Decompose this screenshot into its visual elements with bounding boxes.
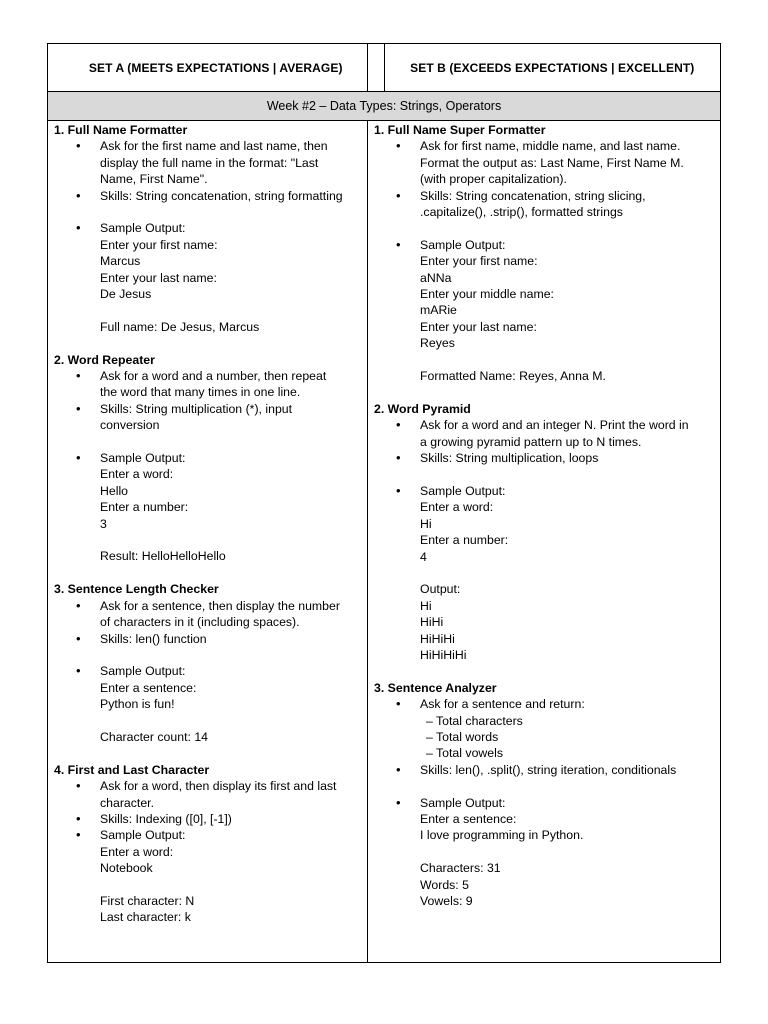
blank-line bbox=[420, 352, 718, 368]
text-line: I love programming in Python. bbox=[420, 828, 584, 843]
text-line: Format the output as: Last Name, First Name M. bbox=[420, 155, 684, 170]
text-line: • Skills: String multiplication, loops bbox=[420, 451, 599, 466]
text-line: HiHiHi bbox=[420, 631, 455, 646]
task-description bbox=[374, 138, 718, 187]
text-line: Enter a number: bbox=[100, 500, 189, 515]
task-description bbox=[374, 417, 718, 450]
text-line: aNNa bbox=[420, 270, 452, 285]
text-line: Notebook bbox=[100, 861, 153, 876]
text-line: • Ask for first name, middle name, and last name. bbox=[420, 139, 681, 154]
task-skills bbox=[54, 188, 364, 204]
text-line: Character count: 14 bbox=[100, 729, 209, 744]
text-line: HiHiHiHi bbox=[420, 647, 467, 662]
text-line: Formatted Name: Reyes, Anna M. bbox=[420, 369, 606, 384]
text-line: Python is fun! bbox=[100, 697, 175, 712]
text-line: display the full name in the format: "Last bbox=[100, 155, 319, 170]
task-item bbox=[54, 581, 364, 745]
task-title: 1. Full Name Super Formatter bbox=[374, 123, 546, 137]
text-line: Name, First Name". bbox=[100, 172, 208, 187]
text-line: of characters in it (including spaces). bbox=[100, 615, 300, 630]
task-bullets bbox=[54, 598, 364, 746]
text-line: Full name: De Jesus, Marcus bbox=[100, 319, 260, 334]
blank-line bbox=[420, 844, 718, 860]
text-line: • Ask for the first name and last name, then bbox=[100, 139, 328, 154]
text-line: Words: 5 bbox=[420, 877, 469, 892]
task-sample-output bbox=[54, 450, 364, 565]
task-item bbox=[374, 680, 718, 910]
text-line: a growing pyramid pattern up to N times. bbox=[420, 434, 642, 449]
task-description bbox=[54, 138, 364, 187]
blank-line bbox=[100, 532, 364, 548]
task-title: 2. Word Pyramid bbox=[374, 401, 471, 416]
text-line: – Total characters bbox=[426, 713, 523, 728]
task-skills bbox=[374, 450, 718, 466]
text-line: • Ask for a word and an integer N. Print the word in bbox=[420, 418, 689, 433]
text-line: • Ask for a word and a number, then repeat bbox=[100, 369, 327, 384]
task-skills bbox=[374, 188, 718, 221]
task-bullets bbox=[54, 368, 364, 565]
text-line: Hello bbox=[100, 483, 129, 498]
text-line: De Jesus bbox=[100, 287, 152, 302]
text-line: 4 bbox=[420, 549, 427, 564]
text-line: Enter your last name: bbox=[100, 270, 217, 285]
task-item bbox=[54, 762, 364, 926]
text-line: • Sample Output: bbox=[100, 221, 186, 236]
text-line: Hi bbox=[420, 598, 432, 613]
text-line: Enter a word: bbox=[100, 844, 174, 859]
text-line: • Sample Output: bbox=[420, 795, 506, 810]
text-line: Enter a word: bbox=[100, 467, 174, 482]
header-row bbox=[48, 44, 720, 92]
text-line: Reyes bbox=[420, 336, 455, 351]
set-a-heading: SET A (MEETS EXPECTATIONS | AVERAGE) bbox=[48, 44, 385, 91]
task-item bbox=[374, 122, 718, 384]
task-description bbox=[374, 696, 718, 762]
task-sample-output bbox=[374, 483, 718, 663]
column-divider bbox=[367, 121, 368, 962]
text-line: Enter a sentence: bbox=[100, 680, 197, 695]
task-sample-output bbox=[54, 663, 364, 745]
text-line: – Total words bbox=[426, 729, 499, 744]
text-line: • Sample Output: bbox=[420, 237, 506, 252]
blank-line bbox=[420, 565, 718, 581]
blank-line bbox=[100, 713, 364, 729]
task-title: 2. Word Repeater bbox=[54, 352, 155, 367]
text-line: Enter a word: bbox=[420, 500, 494, 515]
task-item bbox=[54, 122, 364, 335]
text-line: • Ask for a sentence, then display the number bbox=[100, 598, 340, 613]
task-sample-output bbox=[374, 237, 718, 385]
text-line: Enter your middle name: bbox=[420, 287, 554, 302]
task-bullets bbox=[54, 778, 364, 926]
text-line: Marcus bbox=[100, 254, 141, 269]
set-a-column bbox=[54, 122, 364, 960]
column-divider bbox=[367, 44, 368, 92]
task-bullets bbox=[374, 696, 718, 909]
text-line: mARie bbox=[420, 303, 457, 318]
task-bullets bbox=[374, 417, 718, 663]
text-line: Vowels: 9 bbox=[420, 893, 473, 908]
text-line: .capitalize(), .strip(), formatted strings bbox=[420, 205, 623, 220]
blank-line bbox=[100, 302, 364, 318]
text-line: • Sample Output: bbox=[420, 483, 506, 498]
text-line: conversion bbox=[100, 418, 160, 433]
text-line: • Ask for a word, then display its first and last bbox=[100, 779, 337, 794]
text-line: HiHi bbox=[420, 615, 444, 630]
task-skills bbox=[374, 762, 718, 778]
text-line: • Sample Output: bbox=[100, 664, 186, 679]
text-line: • Skills: String concatenation, string slicing, bbox=[420, 188, 646, 203]
text-line: Result: HelloHelloHello bbox=[100, 549, 226, 564]
text-line: 3 bbox=[100, 516, 107, 531]
text-line: Last character: k bbox=[100, 910, 191, 925]
text-line: • Sample Output: bbox=[100, 828, 186, 843]
text-line: • Ask for a sentence and return: bbox=[420, 697, 585, 712]
task-skills bbox=[54, 811, 364, 827]
task-sample-output bbox=[54, 827, 364, 925]
text-line: Characters: 31 bbox=[420, 861, 501, 876]
task-title: 3. Sentence Analyzer bbox=[374, 680, 497, 695]
task-skills bbox=[54, 401, 364, 434]
text-line: • Skills: String multiplication (*), input bbox=[100, 401, 293, 416]
task-item bbox=[374, 401, 718, 663]
week-banner: Week #2 – Data Types: Strings, Operators bbox=[48, 92, 720, 121]
text-line: (with proper capitalization). bbox=[420, 172, 567, 187]
text-line: character. bbox=[100, 795, 154, 810]
text-line: • Skills: len() function bbox=[100, 631, 207, 646]
text-line: Enter your first name: bbox=[100, 237, 218, 252]
task-item bbox=[54, 352, 364, 565]
text-line: Enter your last name: bbox=[420, 319, 537, 334]
text-line: • Skills: len(), .split(), string iteration, conditionals bbox=[420, 762, 677, 777]
task-description bbox=[54, 368, 364, 401]
text-line: the word that many times in one line. bbox=[100, 385, 301, 400]
task-title: 4. First and Last Character bbox=[54, 762, 210, 777]
text-line: • Skills: String concatenation, string formatting bbox=[100, 188, 343, 203]
text-line: • Skills: Indexing ([0], [-1]) bbox=[100, 811, 232, 826]
blank-line bbox=[100, 877, 364, 893]
task-description bbox=[54, 778, 364, 811]
text-line: • Sample Output: bbox=[100, 451, 186, 466]
set-b-column bbox=[374, 122, 718, 960]
text-line: Enter a sentence: bbox=[420, 811, 517, 826]
task-title: 3. Sentence Length Checker bbox=[54, 582, 219, 597]
text-line: – Total vowels bbox=[426, 746, 504, 761]
text-line: First character: N bbox=[100, 893, 195, 908]
text-line: Hi bbox=[420, 516, 432, 531]
task-bullets bbox=[374, 138, 718, 384]
task-description bbox=[54, 598, 364, 631]
task-title: 1. Full Name Formatter bbox=[54, 123, 188, 137]
task-sample-output bbox=[54, 220, 364, 335]
text-line: Output: bbox=[420, 582, 461, 597]
task-bullets bbox=[54, 138, 364, 335]
text-line: Enter a number: bbox=[420, 533, 509, 548]
set-b-heading: SET B (EXCEEDS EXPECTATIONS | EXCELLENT) bbox=[410, 60, 695, 75]
assignment-table bbox=[47, 43, 721, 963]
task-sample-output bbox=[374, 795, 718, 910]
task-skills bbox=[54, 631, 364, 647]
text-line: Enter your first name: bbox=[420, 254, 538, 269]
